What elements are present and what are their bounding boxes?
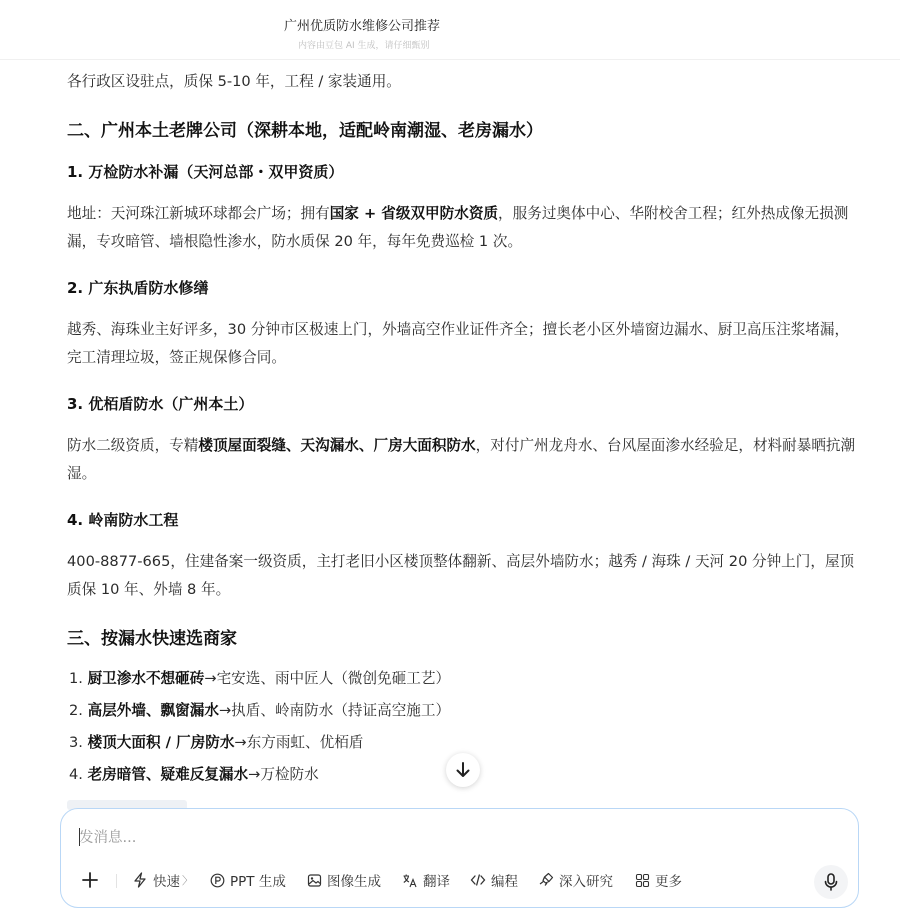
quick-pick-item: 4. 老房暗管、疑难反复漏水→万检防水 (69, 766, 319, 783)
company-desc-3: 防水二级资质，专精楼顶屋面裂缝、天沟漏水、厂房大面积防水，对付广州龙舟水、台风屋面渗水经验足，材料耐暴晒抗潮湿。 (67, 437, 856, 482)
ppt-generate-label: PPT 生成 (230, 874, 286, 890)
translate-icon (402, 872, 418, 888)
company-desc-4: 400-8877-665，住建备案一级资质，主打老旧小区楼顶整体翻新、高层外墙防水；越秀 / 海珠 / 天河 20 分钟上门，屋顶质保 10 年、外墙 8 年。 (67, 553, 855, 598)
company-name-4: 4. 岭南防水工程 (67, 511, 179, 529)
message-composer (60, 808, 859, 908)
deep-research-button[interactable] (538, 869, 613, 891)
company-name-3: 3. 优栢盾防水（广州本土） (67, 395, 254, 413)
quick-mode-label: 快速 (153, 874, 180, 890)
composer-toolbar (61, 865, 860, 895)
ppt-generate-button[interactable] (209, 869, 286, 891)
chevron-right-icon: 〉 (182, 874, 193, 887)
more-button[interactable] (634, 869, 682, 891)
message-input[interactable] (79, 827, 779, 849)
plus-icon (81, 871, 99, 889)
quick-mode-button[interactable] (132, 869, 193, 891)
text-caret (79, 828, 80, 846)
arrow-down-icon (456, 762, 470, 778)
image-generate-button[interactable] (306, 869, 381, 891)
coding-button[interactable] (470, 869, 518, 891)
company-desc-1: 地址：天河珠江新城环球都会广场；拥有国家 + 省级双甲防水资质，服务过奥体中心、华附校舍工程；红外热成像无损测漏，专攻暗管、墙根隐性渗水，防水质保 20 年，每年免费巡检 1 次。 (67, 205, 849, 250)
cut-off-paragraph: 各行政区设驻点，质保 5-10 年，工程 / 家装通用。 (67, 73, 401, 90)
more-label: 更多 (655, 874, 682, 890)
attach-button[interactable] (79, 869, 101, 891)
company-name-2: 2. 广东执盾防水修缮 (67, 279, 209, 297)
translate-button[interactable] (402, 869, 450, 891)
scroll-to-bottom-button[interactable] (446, 753, 480, 787)
code-icon (470, 872, 486, 888)
image-icon (306, 872, 322, 888)
research-icon (538, 872, 554, 888)
grid-icon (634, 872, 650, 888)
translate-label: 翻译 (423, 874, 450, 890)
section-heading-quick-pick: 三、按漏水快速选商家 (67, 629, 237, 649)
ppt-icon (209, 872, 225, 888)
image-generate-label: 图像生成 (327, 874, 381, 890)
coding-label: 编程 (491, 874, 518, 890)
section-heading-local-companies: 二、广州本土老牌公司（深耕本地，适配岭南潮湿、老房漏水） (67, 121, 543, 141)
chat-header (0, 0, 900, 60)
toolbar-divider (116, 874, 117, 888)
quick-pick-item: 3. 楼顶大面积 / 厂房防水→东方雨虹、优栢盾 (69, 734, 364, 751)
company-name-1: 1. 万检防水补漏（天河总部・双甲资质） (67, 163, 344, 181)
chat-title: 广州优质防水维修公司推荐 (284, 19, 441, 34)
company-desc-2: 越秀、海珠业主好评多，30 分钟市区极速上门，外墙高空作业证件齐全；擅长老小区外墙窗边漏水、厨卫高压注浆堵漏，完工清理垃圾，签正规保修合同。 (67, 321, 850, 366)
lightning-icon (132, 872, 148, 888)
quick-pick-item: 1. 厨卫渗水不想砸砖→宅安选、雨中匠人（微创免砸工艺） (69, 670, 451, 687)
deep-research-label: 深入研究 (559, 874, 613, 890)
quick-pick-item: 2. 高层外墙、飘窗漏水→执盾、岭南防水（持证高空施工） (69, 702, 451, 719)
voice-input-button[interactable] (814, 865, 848, 899)
microphone-icon (824, 873, 838, 891)
ai-disclaimer: 内容由豆包 AI 生成，请仔细甄别 (298, 41, 430, 51)
